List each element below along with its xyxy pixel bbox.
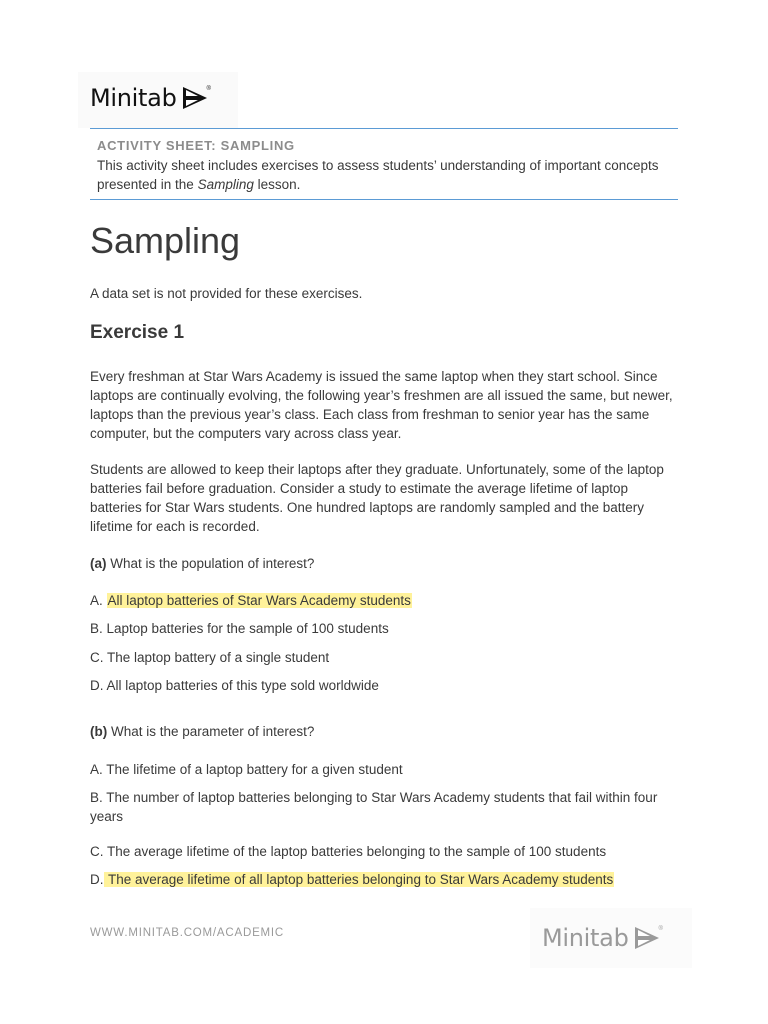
minitab-arrow-icon (635, 927, 659, 949)
page-title: Sampling (90, 220, 241, 261)
lesson-name: Sampling (197, 177, 254, 192)
question-a: (a) What is the population of interest? (90, 556, 315, 571)
question-a-label: (a) (90, 556, 107, 571)
question-a-option-c: C. The laptop battery of a single student (90, 650, 330, 665)
question-a-option-b: B. Laptop batteries for the sample of 100 students (90, 621, 389, 636)
intro-text: A data set is not provided for these exercises. (90, 286, 363, 301)
question-b-option-b: B. The number of laptop batteries belonging to Star Wars Academy students that fail within four years (90, 790, 658, 824)
highlighted-answer: The average lifetime of all laptop batteries belonging to Star Wars Academy students (104, 872, 614, 887)
minitab-logo (90, 84, 211, 112)
question-b: (b) What is the parameter of interest? (90, 724, 315, 739)
footer-registered-mark: ® (658, 926, 663, 932)
registered-mark: ® (206, 86, 211, 92)
minitab-arrow-icon (183, 87, 207, 109)
question-a-option-a: A. All laptop batteries of Star Wars Academy students (90, 593, 411, 608)
question-b-option-d: D. The average lifetime of all laptop batteries belonging to Star Wars Academy students (90, 872, 614, 887)
footer-minitab-logo (542, 924, 663, 952)
question-b-option-a: A. The lifetime of a laptop battery for a given student (90, 762, 403, 777)
exercise-heading: Exercise 1 (90, 322, 185, 343)
question-b-label: (b) (90, 724, 108, 739)
footer-url: WWW.MINITAB.COM/ACADEMIC (90, 927, 285, 939)
question-a-option-d: D. All laptop batteries of this type sold worldwide (90, 678, 379, 693)
banner-title: ACTIVITY SHEET: SAMPLING (97, 138, 295, 153)
banner-text: This activity sheet includes exercises to assess students’ understanding of important concepts presented in the Sampling lesson. (97, 158, 659, 192)
exercise-paragraph-2: Students are allowed to keep their laptops after they graduate. Unfortunately, some of the laptop batteries fail before graduation. Consider a study to estimate the average lifetime of laptop batteries for Star Wars students. One hundred laptops are randomly sampled and the battery lifetime for each is recorded. (90, 462, 664, 534)
footer-logo-text: Minitab (542, 924, 629, 952)
activity-banner (90, 128, 678, 200)
highlighted-answer: All laptop batteries of Star Wars Academy students (107, 593, 411, 608)
logo-text: Minitab (90, 84, 177, 112)
exercise-paragraph-1: Every freshman at Star Wars Academy is issued the same laptop when they start school. Since laptops are continually evolving, the following year’s freshmen are all issued the same, but newer, laptops than the previous year’s class. Each class from freshman to senior year has the same computer, but the computers vary across class year. (90, 369, 673, 441)
question-b-option-c: C. The average lifetime of the laptop batteries belonging to the sample of 100 students (90, 844, 607, 859)
